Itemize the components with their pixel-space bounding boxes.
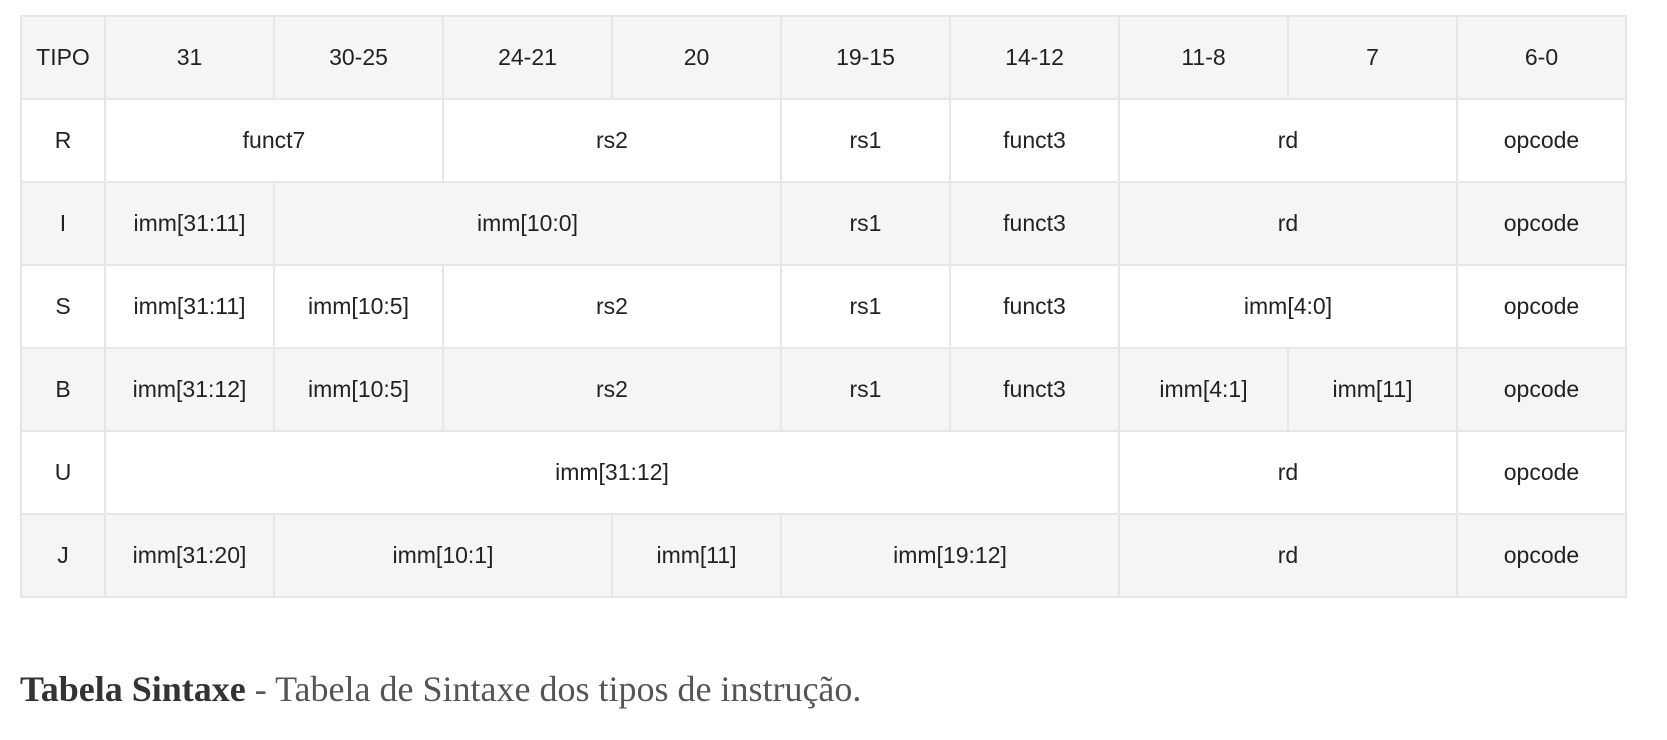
field-cell: imm[10:1] bbox=[274, 514, 612, 597]
field-cell: funct3 bbox=[950, 348, 1119, 431]
table-row bbox=[21, 348, 1626, 431]
row-type-cell: I bbox=[21, 182, 105, 265]
field-cell: rs1 bbox=[781, 182, 950, 265]
row-type-cell: R bbox=[21, 99, 105, 182]
field-cell: rd bbox=[1119, 431, 1457, 514]
field-cell: rs1 bbox=[781, 99, 950, 182]
row-type-cell: J bbox=[21, 514, 105, 597]
header-cell-bits: 6-0 bbox=[1457, 16, 1626, 99]
header-cell-bits: 19-15 bbox=[781, 16, 950, 99]
field-cell: imm[31:20] bbox=[105, 514, 274, 597]
field-cell: opcode bbox=[1457, 348, 1626, 431]
field-cell: rd bbox=[1119, 182, 1457, 265]
header-cell-bits: 7 bbox=[1288, 16, 1457, 99]
field-cell: opcode bbox=[1457, 514, 1626, 597]
field-cell: opcode bbox=[1457, 431, 1626, 514]
header-cell-bits: 24-21 bbox=[443, 16, 612, 99]
header-cell-type: TIPO bbox=[21, 16, 105, 99]
field-cell: opcode bbox=[1457, 265, 1626, 348]
caption-title: Tabela Sintaxe bbox=[20, 669, 246, 709]
table-row bbox=[21, 514, 1626, 597]
field-cell: imm[10:0] bbox=[274, 182, 781, 265]
syntax-table-container bbox=[20, 15, 1627, 598]
field-cell: imm[19:12] bbox=[781, 514, 1119, 597]
header-cell-bits: 30-25 bbox=[274, 16, 443, 99]
field-cell: opcode bbox=[1457, 99, 1626, 182]
field-cell: imm[31:11] bbox=[105, 182, 274, 265]
field-cell: imm[10:5] bbox=[274, 348, 443, 431]
header-cell-bits: 14-12 bbox=[950, 16, 1119, 99]
header-cell-bits: 31 bbox=[105, 16, 274, 99]
field-cell: imm[31:12] bbox=[105, 431, 1119, 514]
table-row bbox=[21, 99, 1626, 182]
instruction-syntax-table bbox=[20, 15, 1627, 598]
caption-separator: - bbox=[245, 669, 276, 709]
field-cell: imm[31:11] bbox=[105, 265, 274, 348]
field-cell: rs1 bbox=[781, 348, 950, 431]
field-cell: rd bbox=[1119, 99, 1457, 182]
header-cell-bits: 11-8 bbox=[1119, 16, 1288, 99]
field-cell: rs2 bbox=[443, 99, 781, 182]
field-cell: imm[11] bbox=[1288, 348, 1457, 431]
row-type-cell: S bbox=[21, 265, 105, 348]
table-row bbox=[21, 182, 1626, 265]
row-type-cell: U bbox=[21, 431, 105, 514]
table-row bbox=[21, 265, 1626, 348]
caption-text: Tabela de Sintaxe dos tipos de instrução. bbox=[275, 669, 862, 709]
field-cell: funct7 bbox=[105, 99, 443, 182]
field-cell: funct3 bbox=[950, 265, 1119, 348]
field-cell: funct3 bbox=[950, 99, 1119, 182]
table-body bbox=[21, 99, 1626, 597]
field-cell: imm[10:5] bbox=[274, 265, 443, 348]
header-cell-bits: 20 bbox=[612, 16, 781, 99]
row-type-cell: B bbox=[21, 348, 105, 431]
field-cell: rd bbox=[1119, 514, 1457, 597]
field-cell: rs2 bbox=[443, 265, 781, 348]
field-cell: rs1 bbox=[781, 265, 950, 348]
field-cell: imm[4:1] bbox=[1119, 348, 1288, 431]
field-cell: funct3 bbox=[950, 182, 1119, 265]
table-row bbox=[21, 431, 1626, 514]
field-cell: imm[4:0] bbox=[1119, 265, 1457, 348]
table-caption bbox=[20, 668, 861, 710]
field-cell: imm[31:12] bbox=[105, 348, 274, 431]
table-header-row bbox=[21, 16, 1626, 99]
field-cell: opcode bbox=[1457, 182, 1626, 265]
field-cell: rs2 bbox=[443, 348, 781, 431]
field-cell: imm[11] bbox=[612, 514, 781, 597]
